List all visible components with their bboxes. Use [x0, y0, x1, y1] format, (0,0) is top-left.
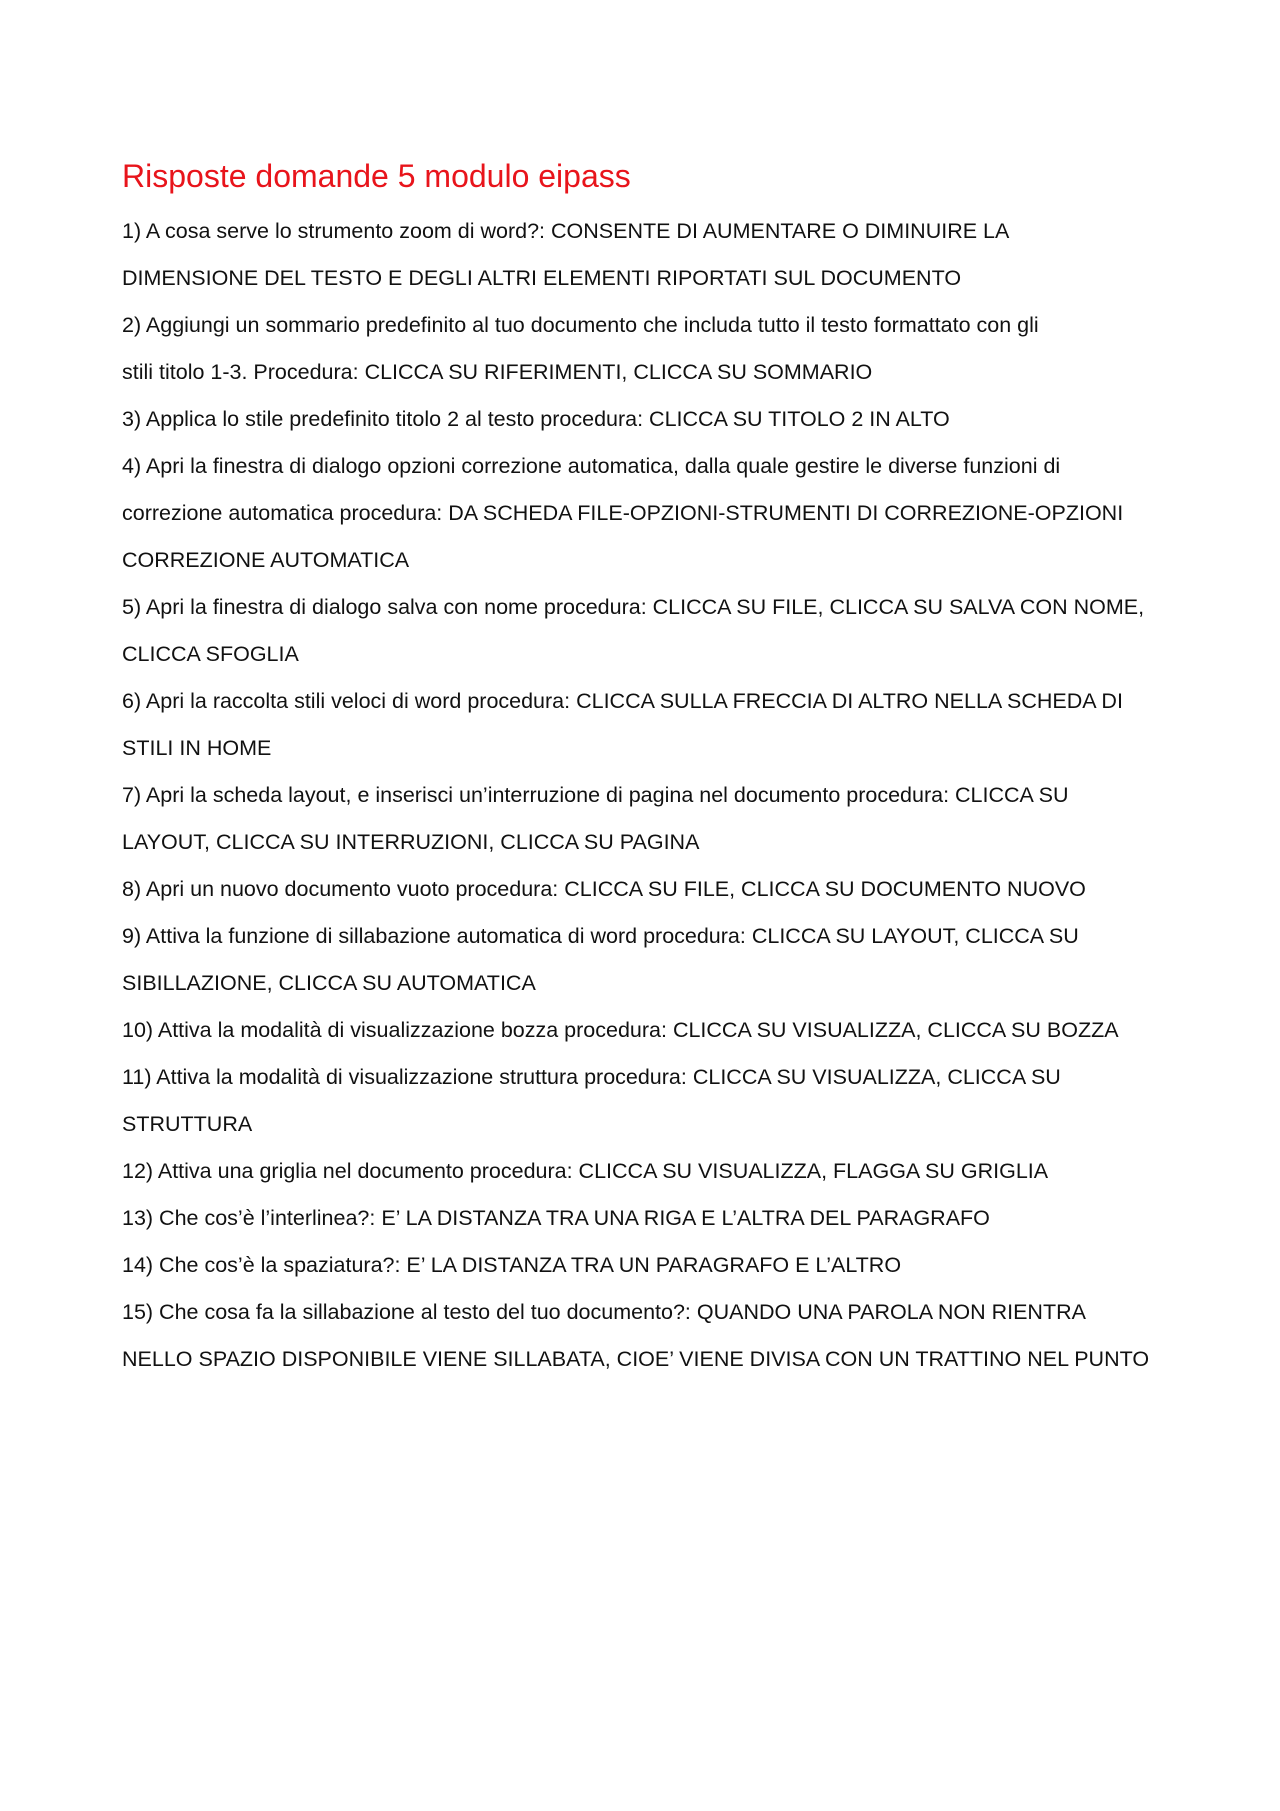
paragraph-q14: 14) Che cos’è la spaziatura?: E’ LA DISTANZA TRA UN PARAGRAFO E L’ALTRO: [122, 1253, 902, 1277]
paragraph-q11-line2: STRUTTURA: [122, 1112, 253, 1136]
paragraph-q2-line2: stili titolo 1-3. Procedura: CLICCA SU RIFERIMENTI, CLICCA SU SOMMARIO: [122, 360, 873, 384]
paragraph-q9-line2: SIBILLAZIONE, CLICCA SU AUTOMATICA: [122, 971, 536, 995]
paragraph-q3: 3) Applica lo stile predefinito titolo 2 al testo procedura: CLICCA SU TITOLO 2 IN ALTO: [122, 407, 950, 431]
paragraph-q2-line1: 2) Aggiungi un sommario predefinito al tuo documento che includa tutto il testo formattato con gli: [122, 313, 1039, 337]
paragraph-q10: 10) Attiva la modalità di visualizzazione bozza procedura: CLICCA SU VISUALIZZA, CLICCA SU BOZZA: [122, 1018, 1119, 1042]
paragraph-q1-line2: DIMENSIONE DEL TESTO E DEGLI ALTRI ELEMENTI RIPORTATI SUL DOCUMENTO: [122, 266, 962, 290]
paragraph-q15-line1: 15) Che cosa fa la sillabazione al testo del tuo documento?: QUANDO UNA PAROLA NON RIENTRA: [122, 1300, 1086, 1324]
paragraph-q5-line2: CLICCA SFOGLIA: [122, 642, 299, 666]
paragraph-q11-line1: 11) Attiva la modalità di visualizzazione struttura procedura: CLICCA SU VISUALIZZA, CLICCA SU: [122, 1065, 1061, 1089]
paragraph-q15-line2: NELLO SPAZIO DISPONIBILE VIENE SILLABATA, CIOE’ VIENE DIVISA CON UN TRATTINO NEL PUNTO: [122, 1347, 1150, 1371]
paragraph-q7-line2: LAYOUT, CLICCA SU INTERRUZIONI, CLICCA SU PAGINA: [122, 830, 700, 854]
paragraph-q12: 12) Attiva una griglia nel documento procedura: CLICCA SU VISUALIZZA, FLAGGA SU GRIGLIA: [122, 1159, 1049, 1183]
paragraph-q4-line1: 4) Apri la finestra di dialogo opzioni correzione automatica, dalla quale gestire le diverse funzioni di: [122, 454, 1061, 478]
paragraph-q4-line3: CORREZIONE AUTOMATICA: [122, 548, 410, 572]
document-title: Risposte domande 5 modulo eipass: [122, 158, 631, 194]
paragraph-q13: 13) Che cos’è l’interlinea?: E’ LA DISTANZA TRA UNA RIGA E L’ALTRA DEL PARAGRAFO: [122, 1206, 990, 1230]
paragraph-q7-line1: 7) Apri la scheda layout, e inserisci un’interruzione di pagina nel documento procedura: CLICCA SU: [122, 783, 1069, 807]
paragraph-q4-line2: correzione automatica procedura: DA SCHEDA FILE-OPZIONI-STRUMENTI DI CORREZIONE-OPZIONI: [122, 501, 1124, 525]
paragraph-q6-line2: STILI IN HOME: [122, 736, 272, 760]
paragraph-q1-line1: 1) A cosa serve lo strumento zoom di word?: CONSENTE DI AUMENTARE O DIMINUIRE LA: [122, 219, 1010, 243]
paragraph-q8: 8) Apri un nuovo documento vuoto procedura: CLICCA SU FILE, CLICCA SU DOCUMENTO NUOVO: [122, 877, 1086, 901]
paragraph-q6-line1: 6) Apri la raccolta stili veloci di word procedura: CLICCA SULLA FRECCIA DI ALTRO NELLA SCHEDA DI: [122, 689, 1123, 713]
paragraph-q5-line1: 5) Apri la finestra di dialogo salva con nome procedura: CLICCA SU FILE, CLICCA SU SALVA CON NOME,: [122, 595, 1145, 619]
paragraph-q9-line1: 9) Attiva la funzione di sillabazione automatica di word procedura: CLICCA SU LAYOUT, CLICCA SU: [122, 924, 1079, 948]
document-page: [122, 152, 1182, 1391]
